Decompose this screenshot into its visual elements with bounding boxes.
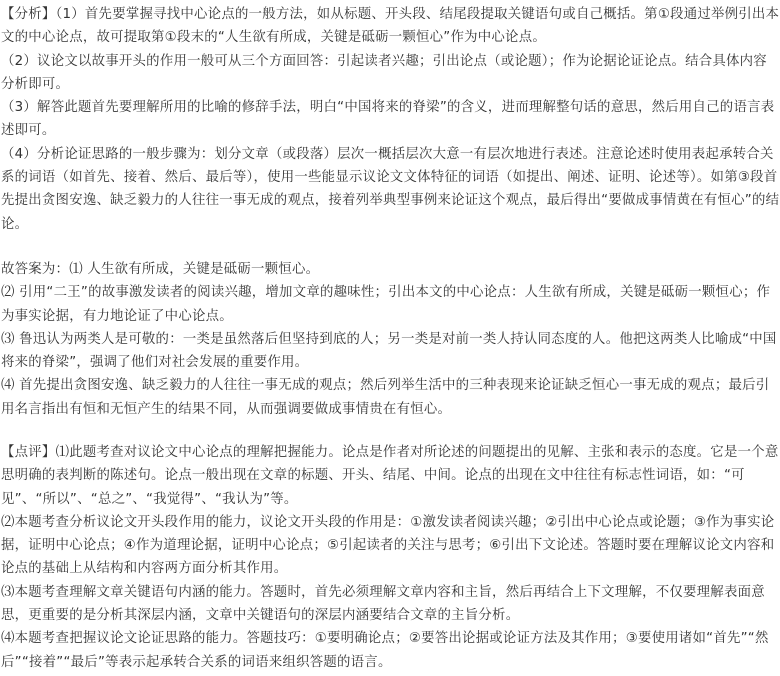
answer-section — [0, 258, 780, 421]
comment-label: 【点评】 — [1, 445, 56, 460]
analysis-paragraph-2: （2）议论文以故事开头的作用一般可从三个方面回答：引起读者兴趣；引出论点（或论题）；作为论据论证论点。结合具体内容分析即可。 — [1, 53, 767, 92]
comment-text-1: ⑴此题考查对议论文中心论点的理解把握能力。论点是作者对所论述的问题提出的见解、主张和表示的态度。它是一个意思明确的表判断的陈述句。论点一般出现在文章的标题、开头、结尾、中间。论点的出现在文中往往有标志性词语，如：“可见”、“所以”、“总之”、“我觉得”、“我认为”等。 — [1, 445, 779, 507]
answer-paragraph-1: 故答案为：⑴ 人生欲有所成，关键是砥砺一颗恒心。 — [1, 262, 320, 277]
analysis-section — [0, 3, 780, 236]
comment-paragraph-3: ⑶本题考查理解文章关键语句内涵的能力。答题时，首先必须理解文章内容和主旨，然后再结合上下文理解，不仅要理解表面意思，更重要的是分析其深层内涵，文章中关键语句的深层内涵要结合文章的主旨分析。 — [1, 584, 765, 624]
analysis-paragraph-1 — [1, 3, 780, 50]
answer-paragraph-2: ⑵ 引用“二王”的故事激发读者的阅读兴趣，增加文章的趣味性；引出本文的中心论点：人生欲有所成，关键是砥砺一颗恒心；作为事实论据，有力地论证了中心论点。 — [1, 285, 771, 324]
analysis-paragraph-4: （4）分析论证思路的一般步骤为：划分文章（或段落）层次一概括层次大意一有层次地进行表述。注意论述时使用表起承转合关系的词语（如首先、接着、然后、最后等），使用一些能显示议论文文体特征的词语（如提出、阐述、证明、论述等）。如第③段首先提出贪图安逸、缺乏毅力的人往往一事无成的观点，接着列举典型事例来论证这个观点，最后得出“要做成事情黄在有恒心”的结论。 — [1, 146, 780, 232]
answer-paragraph-3: ⑶ 鲁迅认为两类人是可敬的：一类是虽然落后但坚持到底的人；另一类是对前一类人持认同态度的人。他把这两类人比喻成“中国将来的脊梁”，强调了他们对社会发展的重要作用。 — [1, 331, 777, 371]
comment-paragraph-4: ⑷本题考查把握议论文论证思路的能力。答题技巧：①要明确论点；②要答出论据或论证方法及其作用；③要使用诸如“首先”“然后”“接着”“最后”等表示起承转合关系的词语来组织答题的语言。 — [1, 631, 769, 670]
analysis-paragraph-3: （3）解答此题首先要理解所用的比喻的修辞手法，明白“中国将来的脊梁”的含义，进而理解整句话的意思，然后用自己的语言表述即可。 — [1, 100, 775, 139]
comment-paragraph-1 — [1, 441, 780, 511]
answer-paragraph-4: ⑷ 首先提出贪图安逸、缺乏毅力的人往往一事无成的观点；然后列举生活中的三种表现来论证缺乏恒心一事无成的观点；最后引用名言指出有恒和无恒产生的结果不同，从而强调要做成事情贵在有恒心。 — [1, 378, 770, 417]
comment-section — [0, 441, 780, 674]
analysis-text-1: （1）首先要掌握寻找中心论点的一般方法，如从标题、开头段、结尾段提取关键语句或自己概括。第①段通过举例引出本文的中心论点，故可提取第①段末的“人生欲有所成，关键是砥砺一颗恒心”作为中心论点。 — [1, 7, 780, 46]
comment-paragraph-2: ⑵本题考查分析议论文开头段作用的能力，议论文开头段的作用是：①激发读者阅读兴趣；②引出中心论点或论题；③作为事实论据，证明中心论点；④作为道理论据，证明中心论点；⑤引起读者的关注与思考；⑥引出下文论述。答题时要在理解议论文内容和论点的基础上从结构和内容两方面分析其作用。 — [1, 514, 775, 577]
analysis-label: 【分析】 — [1, 7, 56, 22]
